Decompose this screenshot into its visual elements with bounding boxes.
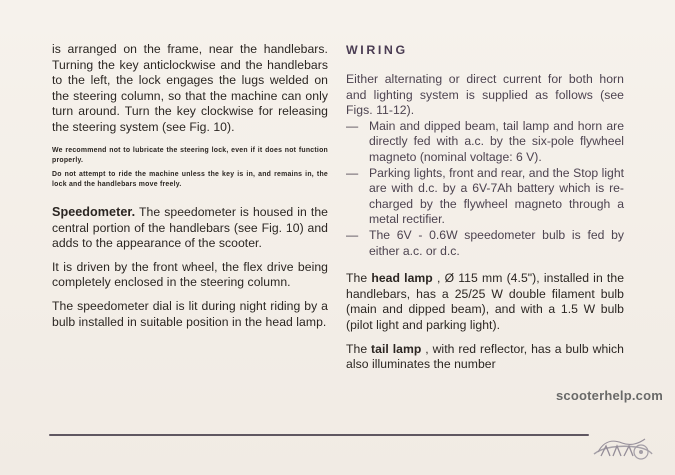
head-lamp-paragraph bbox=[346, 271, 624, 333]
speedometer-paragraph bbox=[52, 205, 328, 252]
tail-lamp-label: tail lamp bbox=[371, 341, 422, 356]
wiring-item-text: Main and dipped beam, tail lamp and horn are directly fed with a.c. by the six-pole flywheel magneto (nominal voltage: 6 V). bbox=[369, 118, 624, 164]
right-column bbox=[346, 42, 624, 373]
tail-lamp-prefix: The bbox=[346, 341, 372, 356]
wiring-list-item bbox=[346, 166, 624, 228]
riding-safety-note: Do not attempt to ride the machine unless the key is in, and remains in, the lock and the handlebars move freely. bbox=[52, 170, 328, 189]
wiring-list-item bbox=[346, 228, 624, 259]
left-column bbox=[52, 42, 328, 330]
wiring-list-item bbox=[346, 119, 624, 166]
tail-lamp-paragraph bbox=[346, 342, 624, 373]
speedometer-section bbox=[52, 205, 328, 330]
wiring-list bbox=[346, 119, 624, 259]
wiring-item-text: The 6V - 0.6W speedometer bulb is fed by either a.c. or d.c. bbox=[369, 227, 624, 258]
speedometer-dial-paragraph: The speedometer dial is lit during night riding by a bulb installed in suitable position in the head lamp. bbox=[52, 298, 328, 329]
site-watermark: scooterhelp.com bbox=[555, 388, 663, 403]
wiring-item-text: Parking lights, front and rear, and the Stop light are with d.c. by a 6V-7Ah battery which is re-charged by the flywheel magneto through a metal rectifier. bbox=[369, 165, 624, 227]
vespa-logo-icon bbox=[588, 423, 658, 463]
wiring-intro: Either alternating or direct current for both horn and lighting system is supplied as follows (see Figs. 11-12). bbox=[346, 72, 624, 118]
dash-marker: — bbox=[346, 118, 359, 133]
speedometer-description: The speedometer is housed in the central portion of the handlebars (see Fig. 10) and adds to the appearance of the scooter. bbox=[52, 204, 329, 251]
dash-marker: — bbox=[346, 227, 359, 242]
steering-lock-paragraph: is arranged on the frame, near the handlebars. Turning the key anticlockwise and the handlebars to the left, the lock engages the lugs welded on the steering column, so that the machine can only turn around. Turn the key clockwise for releasing the steering system (see Fig. 10). bbox=[52, 42, 328, 134]
dash-marker: — bbox=[346, 165, 359, 180]
bottom-rule bbox=[49, 434, 589, 436]
lubrication-note: We recommend not to lubricate the steering lock, even if it does not function properly. bbox=[52, 146, 328, 165]
speedometer-drive-paragraph: It is driven by the front wheel, the flex drive being completely enclosed in the steering column. bbox=[52, 259, 328, 290]
head-lamp-text: , Ø 115 mm (4.5"), installed in the handlebars, has a 25/25 W double filament bulb (main and dipped beam), and with a 1.5 W bulb (pilot light and parking light). bbox=[346, 271, 625, 332]
head-lamp-label: head lamp bbox=[371, 271, 433, 286]
tail-lamp-text: , with red reflector, has a bulb which also illuminates the number bbox=[346, 341, 625, 372]
speedometer-title: Speedometer. bbox=[52, 204, 136, 219]
wiring-heading: WIRING bbox=[346, 43, 408, 57]
head-lamp-prefix: The bbox=[346, 271, 372, 286]
